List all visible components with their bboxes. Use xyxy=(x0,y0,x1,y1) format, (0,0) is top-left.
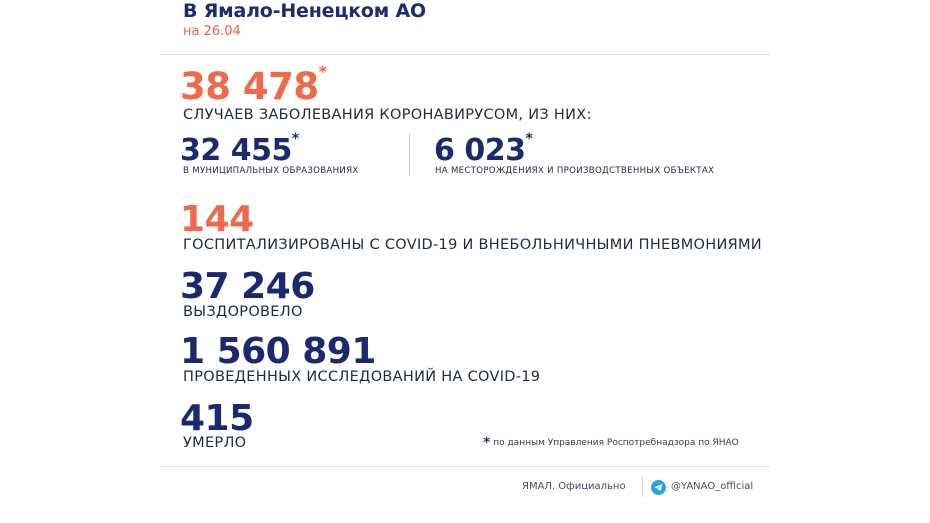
telegram-handle[interactable]: @YANAO_official xyxy=(671,481,754,492)
deaths-value: 415 xyxy=(180,398,254,439)
cases-municipal-number: 32 455 xyxy=(180,133,292,168)
cases-municipal-label: В МУНИЦИПАЛЬНЫХ ОБРАЗОВАНИЯХ xyxy=(183,166,359,176)
cases-fields-label: НА МЕСТОРОЖДЕНИЯХ И ПРОИЗВОДСТВЕННЫХ ОБЪЕКТАХ xyxy=(435,166,715,176)
hospitalized-value: 144 xyxy=(180,199,254,240)
footnote-mark: * xyxy=(483,435,491,451)
cases-fields-number: 6 023 xyxy=(434,133,526,168)
bottom-divider xyxy=(160,466,770,467)
asterisk-mark: * xyxy=(291,131,299,147)
header-title: В Ямало-Ненецком АО xyxy=(183,0,426,22)
recovered-value: 37 246 xyxy=(180,266,315,307)
footnote xyxy=(483,433,739,449)
asterisk-mark: * xyxy=(525,131,533,147)
top-divider xyxy=(160,54,770,55)
hospitalized-label: ГОСПИТАЛИЗИРОВАНЫ С COVID-19 И ВНЕБОЛЬНИЧНЫМИ ПНЕВМОНИЯМИ xyxy=(183,237,762,253)
cases-total-value xyxy=(180,62,327,108)
tests-value: 1 560 891 xyxy=(180,331,376,372)
cases-total-number: 38 478 xyxy=(180,65,319,108)
asterisk-mark: * xyxy=(318,62,327,81)
cases-total-label: СЛУЧАЕВ ЗАБОЛЕВАНИЯ КОРОНАВИРУСОМ, ИЗ НИХ: xyxy=(183,107,592,123)
cases-fields-value xyxy=(434,131,533,168)
tests-label: ПРОВЕДЕННЫХ ИССЛЕДОВАНИЙ НА COVID-19 xyxy=(183,369,541,385)
footnote-text: по данным Управления Роспотребнадзора по ЯНАО xyxy=(493,438,739,448)
recovered-label: ВЫЗДОРОВЕЛО xyxy=(183,304,303,320)
cases-municipal-value xyxy=(180,131,299,168)
telegram-icon[interactable] xyxy=(651,480,666,495)
footer-divider xyxy=(642,477,643,497)
deaths-label: УМЕРЛО xyxy=(183,435,247,451)
source-label: ЯМАЛ. Официально xyxy=(522,481,626,492)
header-date: на 26.04 xyxy=(183,24,241,39)
vertical-divider xyxy=(409,133,410,176)
